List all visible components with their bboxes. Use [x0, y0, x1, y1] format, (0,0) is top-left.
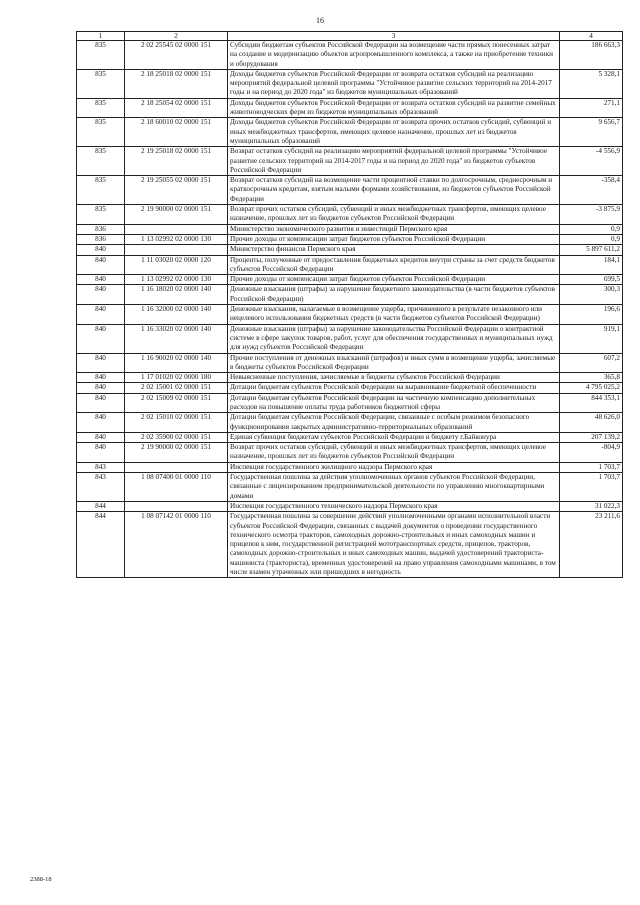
table-header-row [77, 32, 623, 41]
column-header-amount: 4 [560, 32, 623, 41]
budget-code-cell [125, 224, 228, 234]
admin-code-cell: 840 [77, 413, 125, 433]
budget-code-cell: 1 16 33020 02 0000 140 [125, 324, 228, 353]
admin-code-cell: 843 [77, 462, 125, 472]
budget-code-cell: 1 13 02992 02 0000 130 [125, 275, 228, 285]
table-row [77, 383, 623, 393]
admin-code-cell: 840 [77, 353, 125, 373]
page-number: 16 [316, 16, 324, 25]
revenue-name-cell: Дотации бюджетам субъектов Российской Федерации на выравнивание бюджетной обеспеченности [228, 383, 560, 393]
admin-code-cell: 840 [77, 383, 125, 393]
amount-cell: 1 703,7 [560, 473, 623, 502]
revenue-table [76, 31, 623, 578]
amount-cell: 607,2 [560, 353, 623, 373]
admin-code-cell: 835 [77, 147, 125, 176]
budget-code-cell: 1 16 90020 02 0000 140 [125, 353, 228, 373]
amount-cell: 0,9 [560, 224, 623, 234]
table-row [77, 234, 623, 244]
budget-code-cell: 1 13 02992 02 0000 130 [125, 234, 228, 244]
table-row [77, 275, 623, 285]
amount-cell: 365,8 [560, 373, 623, 383]
revenue-name-cell: Возврат остатков субсидий на реализацию мероприятий федеральной целевой программы "Устойчивое развитие сельских территорий на 2014-2017 годы и на период до 2020 года" из бюджетов субъектов Российской Федерации [228, 147, 560, 176]
budget-code-cell [125, 245, 228, 255]
amount-cell: 5 897 611,2 [560, 245, 623, 255]
budget-code-cell [125, 501, 228, 511]
admin-code-cell: 835 [77, 205, 125, 225]
table-row [77, 324, 623, 353]
admin-code-cell: 840 [77, 255, 125, 275]
budget-code-cell: 1 16 32000 02 0000 140 [125, 305, 228, 325]
revenue-name-cell: Государственная пошлина за совершение действий уполномоченными органами исполнительной власти субъектов Российской Федерации, связанных с выдачей документов о проведении государственного технического осмотра тракторов, самоходных дорожно-строительных и иных самоходных машин и прицепов к ним, государственной регистрацией мототранспортных средств, прицепов, тракторов, самоходных дорожно-строительных и иных самоходных машин, выдачей удостоверений тракториста-машиниста (тракториста), временных удостоверений на право управления самоходными машинами, в том числе взамен утраченных или пришедших в негодность [228, 512, 560, 578]
revenue-name-cell: Возврат прочих остатков субсидий, субвенций и иных межбюджетных трансфертов, имеющих целевое назначение, прошлых лет из бюджетов субъектов Российской Федерации [228, 443, 560, 463]
amount-cell: 300,3 [560, 285, 623, 305]
budget-code-cell: 2 18 25054 02 0000 151 [125, 98, 228, 118]
admin-code-cell: 840 [77, 432, 125, 442]
admin-code-cell: 840 [77, 324, 125, 353]
budget-code-cell: 2 18 60010 02 0000 151 [125, 118, 228, 147]
table-row [77, 462, 623, 472]
revenue-name-cell: Невыясненные поступления, зачисляемые в бюджеты субъектов Российской Федерации [228, 373, 560, 383]
revenue-name-cell: Дотации бюджетам субъектов Российской Федерации на частичную компенсацию дополнительных расходов на повышение оплаты труда работников бюджетной сферы [228, 393, 560, 413]
budget-code-cell: 2 02 15010 02 0000 151 [125, 413, 228, 433]
revenue-name-cell: Денежные взыскания, налагаемые в возмещение ущерба, причиненного в результате незаконного или нецелевого использования бюджетных средств (в части бюджетов субъектов Российской Федерации) [228, 305, 560, 325]
table-row [77, 205, 623, 225]
table-row [77, 98, 623, 118]
admin-code-cell: 836 [77, 224, 125, 234]
budget-code-cell: 2 02 15001 02 0000 151 [125, 383, 228, 393]
amount-cell: 1 703,7 [560, 462, 623, 472]
budget-code-cell [125, 462, 228, 472]
budget-code-cell: 2 19 90000 02 0000 151 [125, 443, 228, 463]
column-header-admin: 1 [77, 32, 125, 41]
amount-cell: 31 022,3 [560, 501, 623, 511]
table-row [77, 393, 623, 413]
budget-code-cell: 2 18 25018 02 0000 151 [125, 69, 228, 98]
table-row [77, 176, 623, 205]
table-row [77, 373, 623, 383]
admin-code-cell: 835 [77, 41, 125, 70]
amount-cell: 184,1 [560, 255, 623, 275]
amount-cell: 4 795 025,2 [560, 383, 623, 393]
revenue-name-cell: Доходы бюджетов субъектов Российской Федерации от возврата остатков субсидий на развитие семейных животноводческих ферм из бюджетов муниципальных образований [228, 98, 560, 118]
table-row [77, 285, 623, 305]
table-row [77, 41, 623, 70]
admin-code-cell: 844 [77, 512, 125, 578]
budget-code-cell: 2 02 25545 02 0000 151 [125, 41, 228, 70]
revenue-name-cell: Прочие поступления от денежных взысканий (штрафов) и иных сумм в возмещение ущерба, зачисляемые в бюджеты субъектов Российской Федерации [228, 353, 560, 373]
amount-cell: -3 875,9 [560, 205, 623, 225]
revenue-name-cell: Единая субвенция бюджетам субъектов Российской Федерации и бюджету г.Байконура [228, 432, 560, 442]
table-row [77, 473, 623, 502]
amount-cell: 9 656,7 [560, 118, 623, 147]
budget-code-cell: 1 17 01020 02 0000 180 [125, 373, 228, 383]
revenue-name-cell: Проценты, полученные от предоставления бюджетных кредитов внутри страны за счет средств бюджетов субъектов Российской Федерации [228, 255, 560, 275]
table-row [77, 118, 623, 147]
admin-code-cell: 843 [77, 473, 125, 502]
table-row [77, 413, 623, 433]
admin-code-cell: 840 [77, 305, 125, 325]
amount-cell: 919,1 [560, 324, 623, 353]
admin-code-cell: 840 [77, 393, 125, 413]
table-row [77, 501, 623, 511]
amount-cell: 48 626,0 [560, 413, 623, 433]
revenue-name-cell: Прочие доходы от компенсации затрат бюджетов субъектов Российской Федерации [228, 275, 560, 285]
table-row [77, 255, 623, 275]
table-body [77, 41, 623, 578]
admin-code-cell: 840 [77, 443, 125, 463]
amount-cell: 0,9 [560, 234, 623, 244]
admin-code-cell: 835 [77, 118, 125, 147]
amount-cell: 207 139,2 [560, 432, 623, 442]
admin-code-cell: 844 [77, 501, 125, 511]
footer-document-code: 2388-18 [30, 876, 52, 883]
admin-code-cell: 836 [77, 234, 125, 244]
table-row [77, 432, 623, 442]
revenue-name-cell: Государственная пошлина за действия уполномоченных органов субъектов Российской Федерации, связанные с лицензированием предпринимательской деятельности по управлению многоквартирными домами [228, 473, 560, 502]
revenue-name-cell: Доходы бюджетов субъектов Российской Федерации от возврата прочих остатков субсидий, субвенций и иных межбюджетных трансфертов, имеющих целевое назначение, прошлых лет из бюджетов муниципальных образований [228, 118, 560, 147]
amount-cell: 5 328,1 [560, 69, 623, 98]
admin-code-cell: 840 [77, 275, 125, 285]
revenue-name-cell: Прочие доходы от компенсации затрат бюджетов субъектов Российской Федерации [228, 234, 560, 244]
table-row [77, 245, 623, 255]
revenue-name-cell: Возврат остатков субсидий на возмещение части процентной ставки по долгосрочным, среднесрочным и краткосрочным кредитам, взятым малыми формами хозяйствования, из бюджетов субъектов Российской Федерации [228, 176, 560, 205]
admin-code-cell: 835 [77, 69, 125, 98]
revenue-name-cell: Инспекция государственного жилищного надзора Пермского края [228, 462, 560, 472]
amount-cell: -4 556,9 [560, 147, 623, 176]
table-row [77, 224, 623, 234]
revenue-name-cell: Дотации бюджетам субъектов Российской Федерации, связанные с особым режимом безопасного функционирования закрытых административно-территориальных образований [228, 413, 560, 433]
budget-code-cell: 1 08 07142 01 0000 110 [125, 512, 228, 578]
amount-cell: 699,5 [560, 275, 623, 285]
table-row [77, 353, 623, 373]
revenue-name-cell: Возврат прочих остатков субсидий, субвенций и иных межбюджетных трансфертов, имеющих целевое назначение, прошлых лет из бюджетов субъектов Российской Федерации [228, 205, 560, 225]
column-header-name: 3 [228, 32, 560, 41]
budget-code-cell: 1 16 18020 02 0000 140 [125, 285, 228, 305]
budget-code-cell: 2 02 35900 02 0000 151 [125, 432, 228, 442]
budget-code-cell: 2 19 25055 02 0000 151 [125, 176, 228, 205]
revenue-name-cell: Субсидии бюджетам субъектов Российской Федерации на возмещение части прямых понесенных затрат на создание и модернизацию объектов агропромышленного комплекса, а также на приобретение техники и оборудования [228, 41, 560, 70]
budget-code-cell: 2 19 25018 02 0000 151 [125, 147, 228, 176]
amount-cell: 844 353,1 [560, 393, 623, 413]
admin-code-cell: 840 [77, 285, 125, 305]
amount-cell: 271,1 [560, 98, 623, 118]
amount-cell: 186 663,3 [560, 41, 623, 70]
admin-code-cell: 840 [77, 245, 125, 255]
amount-cell: -804,9 [560, 443, 623, 463]
table-row [77, 69, 623, 98]
amount-cell: 23 211,6 [560, 512, 623, 578]
table-row [77, 305, 623, 325]
admin-code-cell: 835 [77, 176, 125, 205]
budget-code-cell: 2 19 90000 02 0000 151 [125, 205, 228, 225]
amount-cell: -358,4 [560, 176, 623, 205]
revenue-name-cell: Инспекция государственного технического надзора Пермского края [228, 501, 560, 511]
admin-code-cell: 835 [77, 98, 125, 118]
budget-code-cell: 1 08 07400 01 0000 110 [125, 473, 228, 502]
revenue-name-cell: Денежные взыскания (штрафы) за нарушение законодательства Российской Федерации о контрактной системе в сфере закупок товаров, работ, услуг для обеспечения государственных и муниципальных нужд для нужд субъектов Российской Федерации [228, 324, 560, 353]
budget-code-cell: 1 11 03020 02 0000 120 [125, 255, 228, 275]
table-row [77, 443, 623, 463]
table-row [77, 512, 623, 578]
column-header-code: 2 [125, 32, 228, 41]
amount-cell: 196,6 [560, 305, 623, 325]
table-row [77, 147, 623, 176]
admin-code-cell: 840 [77, 373, 125, 383]
revenue-name-cell: Министерство экономического развития и инвестиций Пермского края [228, 224, 560, 234]
budget-code-cell: 2 02 15009 02 0000 151 [125, 393, 228, 413]
revenue-name-cell: Доходы бюджетов субъектов Российской Федерации от возврата остатков субсидий на реализацию мероприятий федеральной целевой программы "Устойчивое развитие сельских территорий на 2014-2017 годы и на период до 2020 года" из бюджетов муниципальных образований [228, 69, 560, 98]
revenue-name-cell: Министерство финансов Пермского края [228, 245, 560, 255]
revenue-name-cell: Денежные взыскания (штрафы) за нарушение бюджетного законодательства (в части бюджетов субъектов Российской Федерации) [228, 285, 560, 305]
